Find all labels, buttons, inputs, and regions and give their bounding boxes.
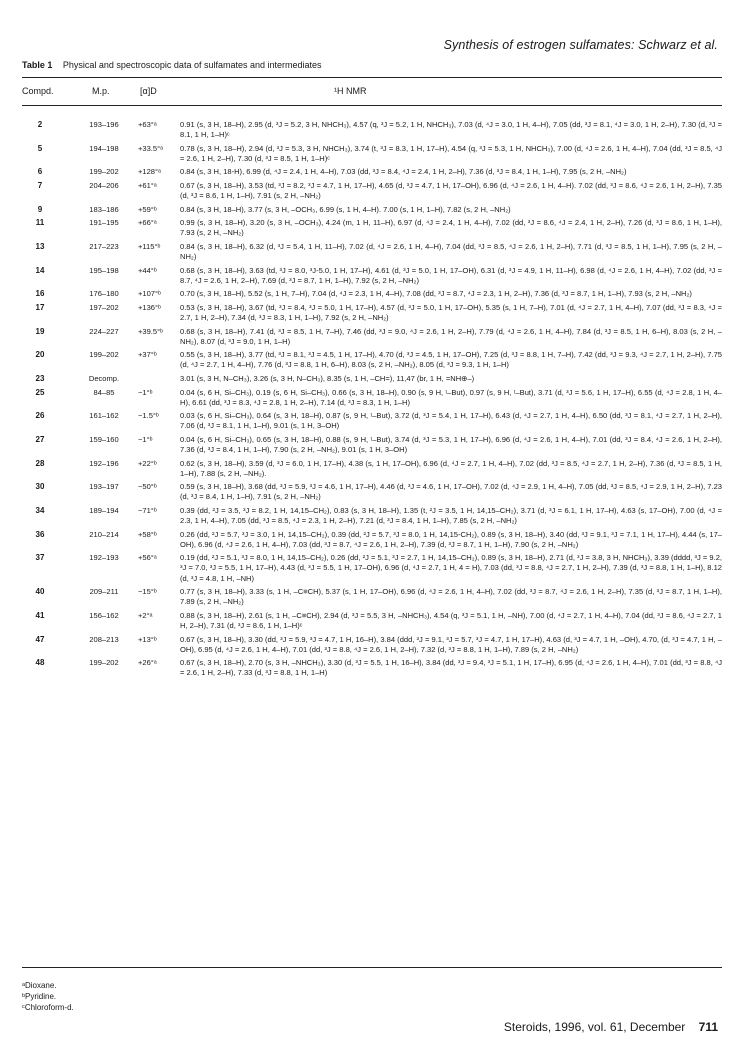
compound-number: 37 <box>35 553 45 563</box>
optical-rotation: +39.5°ᵇ <box>138 326 163 336</box>
table-footnotes <box>22 980 74 1013</box>
melting-point: 183–186 <box>89 204 119 214</box>
table-top-rule <box>22 77 722 78</box>
melting-point: 195–198 <box>89 265 119 275</box>
melting-point: Decomp. <box>88 373 120 383</box>
table-row <box>22 266 722 286</box>
table-row <box>22 635 722 655</box>
table-row <box>22 553 722 583</box>
nmr-data: 0.68 (s, 3 H, 18–H), 7.41 (d, ³J = 8.5, 1 H, 7–H), 7.46 (dd, ³J = 9.0, ⁴J = 2.6, 1 H, 2–H), 7.79 (d, ⁴J = 2.6, 1 H, 4–H), 7.84 (d, ³J = 8.5, 1 H, 6–H), 8.03 (s, 2 H, –NH₂), 8.07 (d, ³J = 9.0, 1 H, 1–H) <box>180 326 722 346</box>
compound-number: 7 <box>37 180 43 190</box>
table-row <box>22 506 722 526</box>
compound-number: 40 <box>35 587 45 597</box>
nmr-data: 0.62 (s, 3 H, 18–H), 3.59 (d, ³J = 6.0, 1 H, 17–H), 4.38 (s, 1 H, 17–OH), 6.96 (d, ⁴J = 2.7, 1 H, 4–H), 7.02 (dd, ³J = 8.5, ⁴J = 2.7, 1 H, 2–H), 7.36 (d, ³J = 8.5, 1 H, 1–H), 7.88 (s, 2 H, –NH₂). <box>180 458 722 478</box>
melting-point: 209–211 <box>89 587 119 597</box>
compound-number: 13 <box>35 241 45 251</box>
optical-rotation: +44°ᵇ <box>138 265 157 275</box>
compound-number: 47 <box>35 634 45 644</box>
optical-rotation: +22°ᵇ <box>138 458 157 468</box>
table-row <box>22 388 722 408</box>
compound-number: 25 <box>35 387 45 397</box>
optical-rotation: +107°ᵇ <box>138 289 161 299</box>
optical-rotation: +37°ᵇ <box>138 350 157 360</box>
nmr-data: 0.55 (s, 3 H, 18–H), 3.77 (td, ³J = 8.1, ³J = 4.5, 1 H, 17–H), 4.70 (d, ³J = 4.5, 1 H, 17–OH), 7.25 (d, ³J = 8.8, 1 H, 7–H), 7.42 (dd, ³J = 9.3, ⁴J = 2.7, 1 H, 2–H), 7.75 (d, ⁴J = 2.7, 1 H, 4–H), 7.76 (d, ³J = 8.8, 1 H, 6–H), 8.03 (s, 2 H, –NH₂), 8.05 (d, ³J = 9.3, 1 H, 1–H) <box>180 350 722 370</box>
optical-rotation: +2°ᵃ <box>138 610 153 620</box>
melting-point: 210–214 <box>89 529 119 539</box>
optical-rotation: +56°ᵃ <box>138 553 157 563</box>
optical-rotation: +66°ᵃ <box>138 218 157 228</box>
table-row <box>22 181 722 201</box>
page-number: 711 <box>698 1020 718 1034</box>
compound-number: 27 <box>35 434 45 444</box>
melting-point: 193–197 <box>89 482 119 492</box>
nmr-data: 0.04 (s, 6 H, Si–CH₃), 0.65 (s, 3 H, 18–H), 0.88 (s, 9 H, ᵗ–But), 3.74 (d, ³J = 5.3, 1 H, 17–H), 6.96 (d, ⁴J = 2.6, 1 H, 4–H), 7.01 (dd, ³J = 8.4, ⁴J = 2.6, 1 H, 2–H), 7.36 (d, ³J = 8.4, 1 H, 1–H), 7.90 (s, 2 H, –NH₂), 9.01 (s, 1 H, 3–OH) <box>180 434 722 455</box>
table-row <box>22 303 722 323</box>
table-row <box>22 327 722 347</box>
optical-rotation: +115°ᵇ <box>138 241 161 251</box>
optical-rotation: +33.5°ᵃ <box>138 143 163 153</box>
compound-number: 11 <box>35 218 45 228</box>
melting-point: 189–194 <box>89 506 119 515</box>
compound-number: 9 <box>37 204 43 214</box>
table-body <box>22 120 722 678</box>
compound-number: 41 <box>35 610 45 620</box>
melting-point: 161–162 <box>89 411 119 421</box>
compound-number: 19 <box>35 326 45 336</box>
melting-point: 197–202 <box>89 302 119 312</box>
compound-number: 17 <box>35 302 45 312</box>
optical-rotation: +26°ᵃ <box>138 658 157 668</box>
melting-point: 191–195 <box>89 218 119 228</box>
nmr-data: 0.77 (s, 3 H, 18–H), 3.33 (s, 1 H, –C≡CH), 5.37 (s, 1 H, 17–OH), 6.96 (d, ⁴J = 2.6, 1 H, 4–H), 7.02 (dd, ³J = 8.7, ⁴J = 2.6, 1 H, 2–H), 7.35 (d, ³J = 8.7, 1 H, 1–H), 7.89 (s, 2 H, –NH₂) <box>180 587 722 607</box>
compound-number: 48 <box>35 658 45 668</box>
nmr-data: 0.67 (s, 3 H, 18–H), 3.53 (td, ³J = 8.2, ³J = 4.7, 1 H, 17–H), 4.65 (d, ³J = 4.7, 1 H, 17–OH), 6.96 (d, ⁴J = 2.6, 1 H, 4–H). 7.02 (dd, ³J = 8.6, ⁴J = 2.6, 1 H, 2–H), 7.35 (d, ³J = 8.6, 1 H, 1–H), 7.91 (s, 2 H, –NH₂) <box>180 180 722 201</box>
nmr-data: 3.01 (s, 3 H, N–CH₃), 3.26 (s, 3 H, N–CH₃), 8.35 (s, 1 H, –CH=), 11,47 (br, 1 H, =NH⊕–) <box>180 373 475 383</box>
header-compd: Compd. <box>22 86 54 96</box>
table-title: Physical and spectroscopic data of sulfamates and intermediates <box>62 60 322 70</box>
compound-number: 14 <box>35 265 45 275</box>
compound-number: 6 <box>37 167 43 177</box>
footnote: ᵃDioxane. <box>22 981 57 990</box>
table-row <box>22 144 722 164</box>
nmr-data: 0.59 (s, 3 H, 18–H), 3.68 (dd, ³J = 5.9, ³J = 4.6, 1 H, 17–H), 4.46 (d, ³J = 4.6, 1 H, 17–OH), 7.02 (d, ⁴J = 2.9, 1 H, 4–H), 7.05 (dd, ³J = 8.5, ⁴J = 2.9, 1 H, 2–H), 7.23 (d, ³J = 8.4, 1 H, 1–H), 7.91 (s, 2 H, –NH₂) <box>180 482 722 502</box>
melting-point: 204–206 <box>89 180 119 190</box>
table-row <box>22 530 722 550</box>
nmr-data: 0.78 (s, 3 H, 18–H), 2.94 (d, ³J = 5.3, 3 H, NHCH₃), 3.74 (t, ³J = 8.3, 1 H, 17–H), 4.54 (q, ³J = 5.3, 1 H, NHCH₃), 7.00 (d, ⁴J = 2.6, 1 H, 4–H), 7.04 (dd, ³J = 8.5, ⁴J = 2.6, 1 H, 2–H), 7.30 (d, ³J = 8.5, 1 H, 1–H)ᶜ <box>180 143 722 163</box>
optical-rotation: −50°ᵇ <box>138 482 157 492</box>
compound-number: 20 <box>35 350 45 360</box>
table-header-rule <box>22 105 722 106</box>
melting-point: 193–196 <box>89 120 119 129</box>
melting-point: 192–193 <box>89 553 119 563</box>
table-row <box>22 374 722 384</box>
optical-rotation: −1°ᵇ <box>138 434 153 444</box>
melting-point: 156–162 <box>89 610 119 620</box>
header-mp: M.p. <box>92 86 110 96</box>
optical-rotation: −1.5°ᵇ <box>138 411 159 421</box>
melting-point: 84–85 <box>93 387 115 397</box>
melting-point: 199–202 <box>89 350 119 360</box>
optical-rotation: −15°ᵇ <box>138 587 157 597</box>
melting-point: 217–223 <box>89 241 119 251</box>
optical-rotation: +128°ᵃ <box>138 167 161 177</box>
nmr-data: 0.99 (s, 3 H, 18–H), 3.20 (s, 3 H, –OCH₃), 4.24 (m, 1 H, 11–H), 6.97 (d, ⁴J = 2.4, 1 H, 4–H), 7.02 (dd, ³J = 8.6, ⁴J = 2.4, 1 H, 2–H), 7.26 (d, ³J = 8.6, 1 H, 1–H), 7.93 (s, 2 H, –NH₂) <box>180 218 722 238</box>
journal-citation: Steroids, 1996, vol. 61, December <box>503 1020 686 1034</box>
table-row <box>22 658 722 678</box>
table-row <box>22 611 722 631</box>
melting-point: 199–202 <box>89 167 119 177</box>
melting-point: 159–160 <box>89 434 119 444</box>
nmr-data: 0.91 (s, 3 H, 18–H), 2.95 (d, ³J = 5.2, 3 H, NHCH₃), 4.57 (q, ³J = 5.2, 1 H, NHCH₃), 7.03 (d, ⁴J = 3.0, 1 H, 4–H), 7.05 (dd, ³J = 8.1, ⁴J = 3.0, 1 H, 2–H), 7.30 (d, ³J = 8.1, 1 H, 1–H)ᶜ <box>180 120 722 140</box>
table-label: Table 1 <box>22 60 53 70</box>
header-nmr: ¹H NMR <box>334 86 367 96</box>
nmr-data: 0.26 (dd, ²J = 5.7, ³J = 3.0, 1 H, 14,15–CH₂), 0.39 (dd, ²J = 5.7, ³J = 8.0, 1 H, 14,15-CH₂), 0.89 (s, 3 H, 18–H), 3.40 (dd, ³J = 9.1, ³J = 7.1, 1 H, 17–H), 4.44 (s, 17–OH), 6.96 (d, ⁴J = 2.6, 1 H, 4–H), 7.03 (dd, ³J = 8.7, ⁴J = 2.6, 1 H, 2–H), 7.39 (d, ³J = 8.7, 1 H, 1–H), 7.90 (s, 2 H, –NH₂) <box>180 529 722 549</box>
nmr-data: 0.19 (dd, ²J = 5.1, ³J = 8.0, 1 H, 14,15–CH₂), 0.26 (dd, ²J = 5.1, ³J = 2.7, 1 H, 14,15–CH₂), 0.89 (s, 3 H, 18–H), 2.71 (d, ³J = 3.8, 3 H, NHCH₃), 3.39 (dddd, ³J = 9.2, ³J = 7.0, ³J = 5.5, 1 H, 17–H), 4.43 (d, ³J = 5.5, 1 H, 17–OH), 6.96 (d, ⁴J = 2.7, 1 H, 4 = H), 7.03 (dd, ³J = 8.8, ⁴J = 2.7, 1 H, 2–H), 7.39 (d, ³J = 8.8, 1 H, 1–H), 8.12 (d, ³J = 4.8, 1 H, –NH) <box>180 553 722 583</box>
table-row <box>22 459 722 479</box>
running-head: Synthesis of estrogen sulfamates: Schwarz et al. <box>443 38 718 52</box>
compound-number: 36 <box>35 529 45 539</box>
table-row <box>22 289 722 299</box>
table-row <box>22 482 722 502</box>
compound-number: 30 <box>35 482 45 492</box>
optical-rotation: +59°ᵇ <box>138 204 157 214</box>
optical-rotation: +58°ᵇ <box>138 529 157 539</box>
nmr-data: 0.68 (s, 3 H, 18–H), 3.63 (td, ³J = 8.0, ³J-5.0, 1 H, 17–H), 4.61 (d, ³J = 5.0, 1 H, 17–OH), 6.31 (d, ³J = 4.9, 1 H, 11–H), 6.98 (d, ⁴J = 2.6, 1 H, 4–H), 7.02 (dd, ³J = 8.7, ⁴J = 2.6, 1 H, 2–H), 7.69 (d, ³J = 8.7, 1 H, 1–H), 7.92 (s, 2 H, –NH₂) <box>180 265 722 285</box>
compound-number: 23 <box>35 373 45 383</box>
page-footer <box>504 1020 718 1034</box>
melting-point: 199–202 <box>89 658 119 668</box>
nmr-data: 0.67 (s, 3 H, 18–H), 3.30 (dd, ³J = 5.9, ³J = 4.7, 1 H, 16–H), 3.84 (ddd, ³J = 9.1, ³J = 5.7, ³J = 4.7, 1 H, 17–H), 4.63 (d, ³J = 4.7, 1 H, –OH), 4.70, (d, ³J = 4.7, 1 H, –OH), 6.95 (d, ⁴J = 2.6, 1 H, 4–H), 7.01 (dd, ³J = 8.8, ⁴J = 2.6, 1 H, 2–H), 7.32 (d, ³J = 8.8, 1 H, 1–H), 7.89 (s, 2 H, –NH₂) <box>180 634 722 654</box>
nmr-data: 0.04 (s, 6 H, Si–CH₃), 0.19 (s, 6 H, Si–CH₃), 0.66 (s, 3 H, 18–H), 0.90 (s, 9 H, ᵗ–But), 0.97 (s, 9 H, ᵗ–But), 3.71 (d, ³J = 5.6, 1 H, 17–H), 6.55 (d, ⁴J = 2.8, 1 H, 4–H), 6.61 (dd, ³J = 8.3, ⁴J = 2.8, 1 H, 2–H), 7.14 (d, ³J = 8.3, 1 H, 1–H) <box>180 387 722 407</box>
table-row <box>22 167 722 177</box>
nmr-data: 0.84 (s, 3 H, 18–H), 6.32 (d, ³J = 5.4, 1 H, 11–H), 7.02 (d, ⁴J = 2.6, 1 H, 4–H), 7.04 (dd, ³J = 8.5, ⁴J = 2.6, 1 H, 2–H), 7.71 (d, ³J = 8.5, 1 H, 1–H), 7.95 (s, 2 H, –NH₂) <box>180 241 722 262</box>
nmr-data: 0.39 (dd, ²J = 3.5, ³J = 8.2, 1 H, 14,15–CH₂), 0.83 (s, 3 H, 18–H), 1.35 (t, ²J = 3.5, 1 H, 14,15–CH₂), 3.71 (d, ³J = 6.1, 1 H, 17–H), 4.63 (s, 17–OH), 7.00 (d, ⁴J = 2.3, 1 H, 4–H), 7.05 (dd, ³J = 8.5, ⁴J = 2.3, 1 H, 2–H), 7.21 (d, ³J = 8.4, 1 H, 1–H), 7.85 (s, 2 H, –NH₂) <box>180 506 722 526</box>
melting-point: 194–198 <box>89 143 119 153</box>
header-alpha: [α]D <box>140 86 157 96</box>
melting-point: 224–227 <box>89 326 119 336</box>
optical-rotation: +61°ᵃ <box>138 180 157 190</box>
table-row <box>22 242 722 262</box>
nmr-data: 0.84 (s, 3 H, 18-H), 6.99 (d, ⁴J = 2.4, 1 H, 4–H), 7.03 (dd, ³J = 8.4, ⁴J = 2.4, 1 H, 2–H), 7.36 (d, ³J = 8.4, 1 H, 1–H), 7.95 (s, 2 H, –NH₂) <box>180 167 627 177</box>
compound-number: 28 <box>35 458 45 468</box>
table-caption <box>22 60 322 70</box>
melting-point: 192–196 <box>89 458 119 468</box>
table-row <box>22 587 722 607</box>
compound-number: 34 <box>35 506 45 515</box>
compound-number: 26 <box>35 411 45 421</box>
optical-rotation: +63°ᵃ <box>138 120 157 129</box>
table-row <box>22 435 722 455</box>
nmr-data: 0.88 (s, 3 H, 18–H), 2.61 (s, 1 H, –C≡CH), 2.94 (d, ³J = 5.5, 3 H, –NHCH₃), 4.54 (q, ³J = 5.1, 1 H, –NH), 7.00 (d, ⁴J = 2.7, 1 H, 4–H), 7.04 (dd, ³J = 8.6, ⁴J = 2.7, 1 H, 2–H), 7.31 (d, ³J = 8.6, 1 H, 1–H)ᶜ <box>180 610 722 630</box>
table-bottom-rule <box>22 967 722 968</box>
nmr-data: 0.84 (s, 3 H, 18–H), 3.77 (s, 3 H, –OCH₃, 6.99 (s, 1 H, 4–H). 7.00 (s, 1 H, 1–H), 7.82 (s, 2 H, –NH₂) <box>180 204 511 214</box>
nmr-data: 0.53 (s, 3 H, 18–H), 3.67 (td, ³J = 8.4, ³J = 5.0, 1 H, 17–H), 4.57 (d, ³J = 5.0, 1 H, 17–OH), 5.35 (s, 1 H, 7–H), 7.01 (d, ⁴J = 2.7, 1 H, 4–H), 7.07 (dd, ³J = 8.3, ⁴J = 2.7, 1 H, 2–H), 7.34 (d, ³J = 8.3, 1 H, 1–H), 7.92 (s, 2 H, –NH₂) <box>180 302 722 322</box>
melting-point: 176–180 <box>89 289 119 299</box>
footnote: ᶜChloroform-d. <box>22 1003 74 1012</box>
nmr-data: 0.70 (s, 3 H, 18–H), 5.52 (s, 1 H, 7–H), 7.04 (d, ⁴J = 2.3, 1 H, 4–H), 7.08 (dd, ³J = 8.7, ⁴J = 2.3, 1 H, 2–H), 7.36 (d, ³J = 8.7, 1 H, 1–H), 7.93 (s, 2 H, –NH₂) <box>180 289 692 299</box>
nmr-data: 0.03 (s, 6 H, Si–CH₃), 0.64 (s, 3 H, 18–H), 0.87 (s, 9 H, ᵗ–But), 3.72 (d, ³J = 5.4, 1 H, 17–H), 6.43 (d, ⁴J = 2.7, 1 H, 4–H), 6.50 (dd, ³J = 8.1, ⁴J = 2.7, 1 H, 2–H), 7.06 (d, ³J = 8.1, 1 H, 1–H), 9.01 (s, 1 H, 3–OH) <box>180 411 722 431</box>
table-row <box>22 205 722 215</box>
table-row <box>22 218 722 238</box>
compound-number: 5 <box>37 143 43 153</box>
table-row <box>22 350 722 370</box>
compound-number: 16 <box>35 289 45 299</box>
table-row <box>22 120 722 140</box>
melting-point: 208–213 <box>89 634 119 644</box>
table-row <box>22 411 722 431</box>
nmr-data: 0.67 (s, 3 H, 18–H), 2.70 (s, 3 H, –NHCH₃), 3.30 (d, ³J = 5.5, 1 H, 16–H), 3.84 (dd, ³J = 9.4, ³J = 5.1, 1 H, 17–H), 6.95 (d, ⁴J = 2.6, 1 H, 4–H), 7.01 (dd, ³J = 8.8, ⁴J = 2.6, 1 H, 2–H), 7.33 (d, ³J = 8.8, 1 H, 1–H) <box>180 658 722 678</box>
optical-rotation: −71°ᵇ <box>138 506 157 515</box>
optical-rotation: +13°ᵇ <box>138 634 157 644</box>
optical-rotation: +136°ᵇ <box>138 302 161 312</box>
footnote: ᵇPyridine. <box>22 992 57 1001</box>
compound-number: 2 <box>37 120 43 129</box>
optical-rotation: −1°ᵇ <box>138 387 153 397</box>
